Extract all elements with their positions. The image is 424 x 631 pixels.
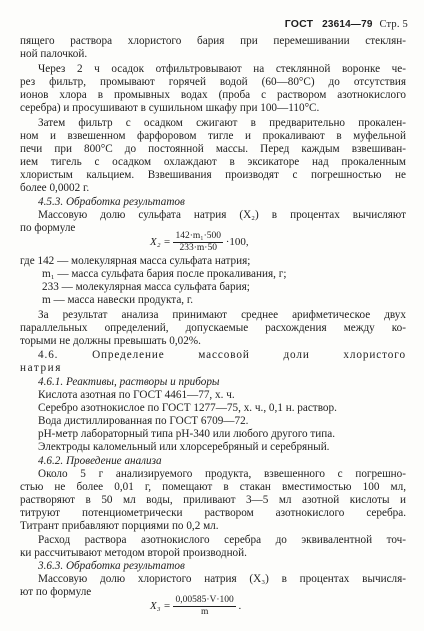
section-heading: натрия [20,362,63,374]
text-line: Массовую долю сульфата натрия (X₂) в процентах вычисляют [38,209,406,221]
text-line: растворяют в 50 мл воды, приливают 3—5 мл азотной кислоты и [20,494,406,506]
text-line: Через 2 ч осадок отфильтровывают на стеклянной воронке че- [38,63,406,75]
text-line: Вода дистиллированная по ГОСТ 6709—72. [38,415,249,427]
text-line: стью не более 0,01 г, помещают в стакан вместимостью 100 мл, [20,481,406,493]
formula-tail: . [238,600,242,613]
section-heading: 4.5.3. Обработка результатов [38,196,185,208]
section-heading: 4.6.1. Реактивы, растворы и приборы [38,376,220,388]
formula-fraction [173,231,223,254]
text-line: ием тигель с осадком охлаждают в эксикаторе над прокаленным [20,156,406,168]
text-line: по формуле [20,222,76,234]
header-gost: ГОСТ [284,18,314,30]
legend-line: 233 — молекулярная масса сульфата бария; [42,281,250,293]
formula-denominator: 233·m·50 [179,243,217,253]
legend-line: где 142 — молекулярная масса сульфата натрия; [20,255,251,267]
text-line: титруют потенциометрически раствором азотнокислого серебра. [20,507,406,519]
formula-lhs: X₂ = [150,236,171,249]
section-heading: 4.6. Определение массовой доли хлористого [38,349,406,361]
text-line: пящего раствора хлористого бария при перемешивании стеклян- [20,35,406,47]
page-header [285,18,408,30]
formula-tail: ·100, [225,236,249,249]
text-line: Расход раствора азотнокислого серебра до эквивалентной точ- [38,534,406,546]
text-line: Около 5 г анализируемого продукта, взвешенного с погрешно- [38,468,406,480]
formula-lhs: X₃ = [150,600,171,613]
text-line: Массовую долю хлористого натрия (X₃) в процентах вычисля- [38,573,406,585]
text-line: ионов хлора в промывных водах (проба с раствором азотнокислого [20,89,406,101]
text-line: Титрант прибавляют порциями по 0,2 мл. [20,520,219,532]
text-line: более 0,0002 г. [20,182,90,194]
formula-numerator: 0,00585·V·100 [175,595,234,605]
text-line: торыми не должны превышать 0,02%. [20,335,201,347]
header-page-number: Стр. 5 [379,19,408,30]
formula-chloride [150,595,241,618]
text-line: Кислота азотная по ГОСТ 4461—77, х. ч. [38,389,235,401]
text-line: серебра) и просушивают в сушильном шкафу при 100—110°С. [20,102,320,114]
text-line: ной палочкой. [20,48,88,60]
text-line: За результат анализа принимают среднее арифметическое двух [38,309,406,321]
formula-denominator: m [200,607,209,617]
legend-line: m — масса навески продукта, г. [42,294,194,306]
section-heading: 3.6.3. Обработка результатов [38,560,185,572]
text-line: параллельных определений, допускаемые расхождения между ко- [20,322,406,334]
header-standard-number: 23614—79 [322,19,373,30]
text-line: рез фильтр, промывают горячей водой (60—80°С) до отсутствия [20,76,406,88]
formula-fraction [173,595,235,618]
text-line: ном и взвешенном фарфоровом тигле и прокаливают в муфельной [20,130,406,142]
text-line: Электроды каломельный или хлорсеребряный и серебряный. [38,441,330,453]
legend-line: m₁ — масса сульфата бария после прокаливания, г; [42,268,287,280]
text-line: Затем фильтр с осадком сжигают в предварительно прокален- [38,117,406,129]
text-line: хлористым кальцием. Взвешивания производят с погрешностью не [20,169,406,181]
text-line: печи при 800°С до постоянной массы. Перед каждым взвешиван- [20,143,406,155]
formula-numerator: 142·m₁·500 [175,231,221,241]
text-line: Серебро азотнокислое по ГОСТ 1277—75, х. ч., 0,1 н. раствор. [38,402,337,414]
section-heading: 4.6.2. Проведение анализа [38,455,162,467]
text-line: ют по формуле [20,586,92,598]
text-line: рН-метр лабораторный типа рН-340 или любого другого типа. [38,428,336,440]
text-line: ки рассчитывают методом второй производной. [20,547,247,559]
formula-sulfate [150,231,249,254]
